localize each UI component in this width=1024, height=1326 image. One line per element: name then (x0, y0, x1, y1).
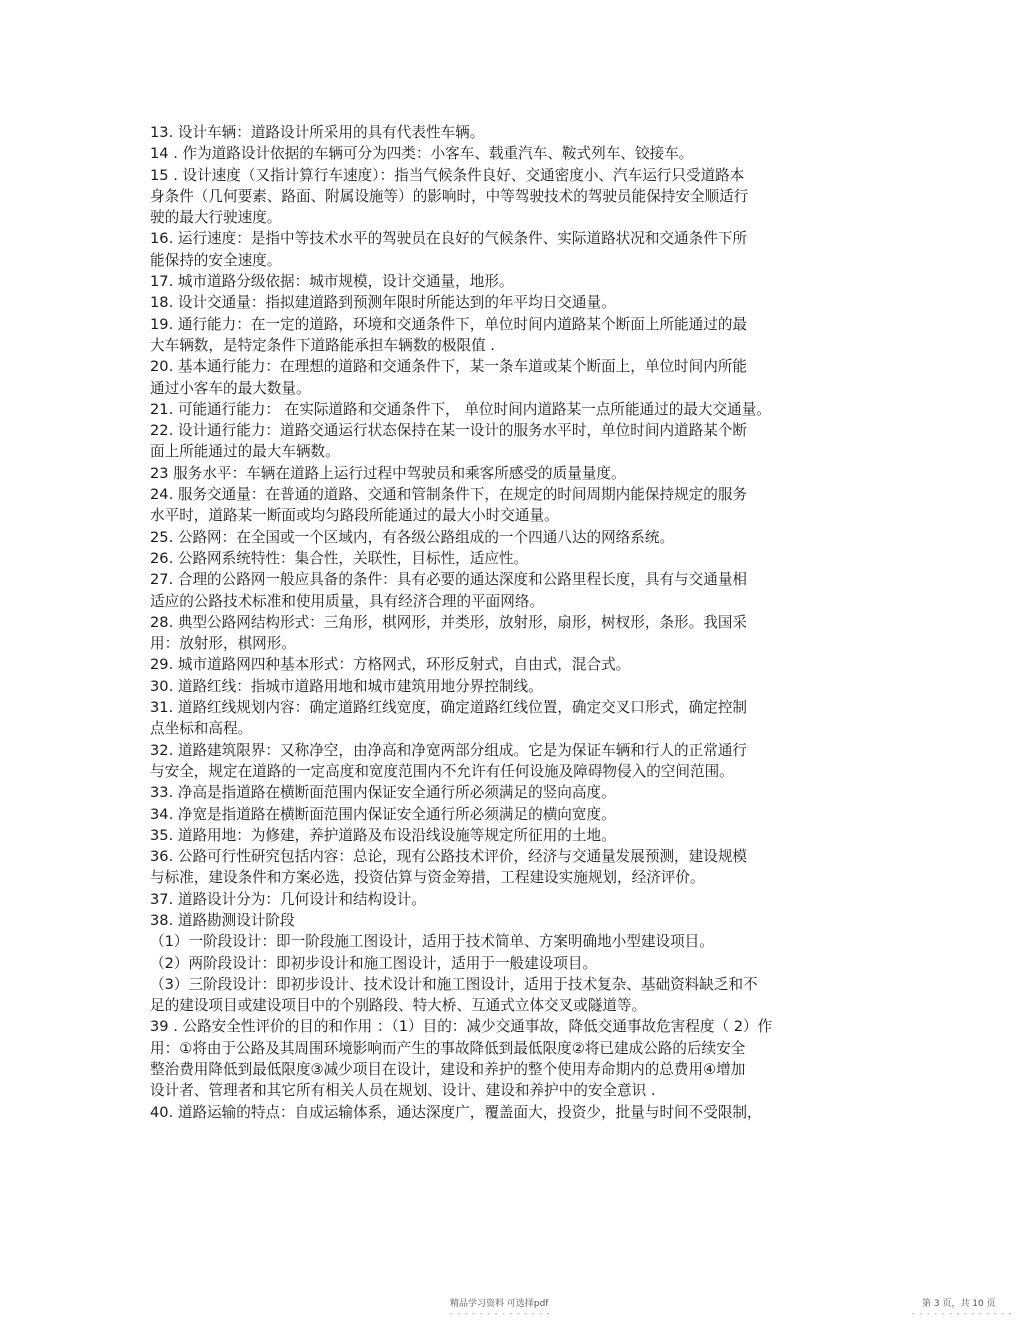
text-line: 通过小客车的最大数量。 (150, 379, 311, 397)
text-line: （1）一阶段设计：即一阶段施工图设计，适用于技术简单、方案明确地小型建设项目。 (150, 933, 714, 951)
text-line: 27. 合理的公路网一般应具备的条件：具有必要的通达深度和公路里程长度，具有与交通量相 (150, 571, 748, 589)
text-line: 34. 净宽是指道路在横断面范围内保证安全通行所必须满足的横向宽度。 (150, 805, 616, 823)
text-line: 能保持的安全速度。 (150, 251, 282, 269)
page-number: 第 3 页，共 10 页 (922, 1299, 996, 1309)
text-line: 31. 道路红线规划内容：确定道路红线宽度，确定道路红线位置，确定交叉口形式，确定控制 (150, 699, 748, 717)
text-line: （3）三阶段设计：即初步设计、技术设计和施工图设计，适用于技术复杂、基础资料缺乏和不 (150, 975, 758, 993)
text-line: 足的建设项目或建设项目中的个别路段、特大桥、互通式立体交叉或隧道等。 (150, 997, 647, 1015)
text-line: 32. 道路建筑限界：又称净空，由净高和净宽两部分组成。它是为保证车辆和行人的正常通行 (150, 741, 748, 759)
text-line: 38. 道路勘测设计阶段 (150, 911, 295, 929)
text-line: 与安全，规定在道路的一定高度和宽度范围内不允许有任何设施及障碍物侵入的空间范围。 (150, 762, 734, 780)
text-line: 驶的最大行驶速度。 (150, 209, 282, 227)
text-line: 23 服务水平：车辆在道路上运行过程中驾驶员和乘客所感受的质量量度。 (150, 464, 626, 482)
footer-left-text: 精品学习资料 可选择pdf (450, 1299, 549, 1309)
text-line: 设计者、管理者和其它所有相关人员在规划、设计、建设和养护中的安全意识 . (150, 1082, 656, 1100)
text-line: 大车辆数，是特定条件下道路能承担车辆数的极限值 . (150, 336, 495, 354)
text-line: 37. 道路设计分为：几何设计和结构设计。 (150, 890, 426, 908)
text-line: 18. 设计交通量：指拟建道路到预测年限时所能达到的年平均日交通量。 (150, 294, 616, 312)
text-line: 40. 道路运输的特点：自成运输体系，通达深度广，覆盖面大，投资少，批量与时间不受限制， (150, 1103, 762, 1121)
text-line: 与标准，建设条件和方案必选，投资估算与资金筹措，工程建设实施规划，经济评价。 (150, 869, 705, 887)
text-line: 33. 净高是指道路在横断面范围内保证安全通行所必须满足的竖向高度。 (150, 784, 616, 802)
text-line: 39 . 公路安全性评价的目的和作用 ：（1）目的：减少交通事故，降低交通事故危害程度（ 2）作 (150, 1018, 773, 1036)
text-line: （2）两阶段设计：即初步设计和施工图设计，适用于一般建设项目。 (150, 954, 598, 972)
text-line: 25. 公路网：在全国或一个区域内，有各级公路组成的一个四通八达的网络系统。 (150, 528, 675, 546)
text-line: 29. 城市道路网四种基本形式：方格网式，环形反射式，自由式，混合式。 (150, 656, 631, 674)
text-line: 身条件（几何要素、路面、附属设施等）的影响时，中等驾驶技术的驾驶员能保持安全顺适行 (150, 187, 749, 205)
text-line: 16. 运行速度：是指中等技术水平的驾驶员在良好的气候条件、实际道路状况和交通条件下所 (150, 230, 748, 248)
footer-left (450, 1296, 551, 1318)
text-line: 26. 公路网系统特性：集合性，关联性，目标性，适应性。 (150, 549, 529, 567)
text-line: 36. 公路可行性研究包括内容：总论，现有公路技术评价，经济与交通量发展预测，建设规模 (150, 848, 748, 866)
text-line: 14 . 作为道路设计依据的车辆可分为四类：小客车、载重汽车、鞍式列车、铰接车。 (150, 145, 694, 163)
text-line: 用：放射形，棋网形。 (150, 635, 296, 653)
text-line: 35. 道路用地：为修建，养护道路及布设沿线设施等规定所征用的土地。 (150, 826, 616, 844)
text-line: 24. 服务交通量：在普通的道路、交通和管制条件下，在规定的时间周期内能保持规定的服务 (150, 486, 748, 504)
text-line: 面上所能通过的最大车辆数。 (150, 443, 340, 461)
text-line: 21. 可能通行能力： 在实际道路和交通条件下， 单位时间内道路某一点所能通过的最大交通量。 (150, 400, 771, 418)
document-body (150, 122, 910, 1123)
footer-left-dashes: - - - - - - - - - - - - - - (450, 1309, 551, 1318)
text-line: 用：①将由于公路及其周围环境影响而产生的事故降低到最低限度②将已建成公路的后续安全 (150, 1039, 746, 1057)
text-line: 20. 基本通行能力：在理想的道路和交通条件下，某一条车道或某个断面上，单位时间内所能 (150, 358, 748, 376)
text-line: 整治费用降低到最低限度③减少项目在设计，建设和养护的整个使用寿命期内的总费用④增加 (150, 1061, 746, 1079)
text-line: 30. 道路红线：指城市道路用地和城市建筑用地分界控制线。 (150, 677, 543, 695)
text-line: 17. 城市道路分级依据：城市规模，设计交通量，地形。 (150, 273, 514, 291)
text-line: 28. 典型公路网结构形式：三角形，棋网形，并类形，放射形，扇形，树杈形，条形。我国采 (150, 613, 748, 631)
footer-right (912, 1296, 1013, 1318)
footer-right-dashes: - - - - - - - - - - - - - - (912, 1309, 1013, 1318)
text-line: 水平时，道路某一断面或均匀路段所能通过的最大小时交通量。 (150, 507, 559, 525)
text-line: 13. 设计车辆：道路设计所采用的具有代表性车辆。 (150, 124, 485, 141)
text-line: 19. 通行能力：在一定的道路，环境和交通条件下，单位时间内道路某个断面上所能通过的最 (150, 315, 748, 333)
text-line: 15 . 设计速度（又指计算行车速度）：指当气候条件良好、交通密度小、汽车运行只受道路本 (150, 166, 745, 184)
text-line: 点坐标和高程。 (150, 720, 253, 738)
text-line: 适应的公路技术标准和使用质量，具有经济合理的平面网络。 (150, 592, 545, 610)
text-line: 22. 设计通行能力：道路交通运行状态保持在某一设计的服务水平时，单位时间内道路某个断 (150, 422, 748, 440)
